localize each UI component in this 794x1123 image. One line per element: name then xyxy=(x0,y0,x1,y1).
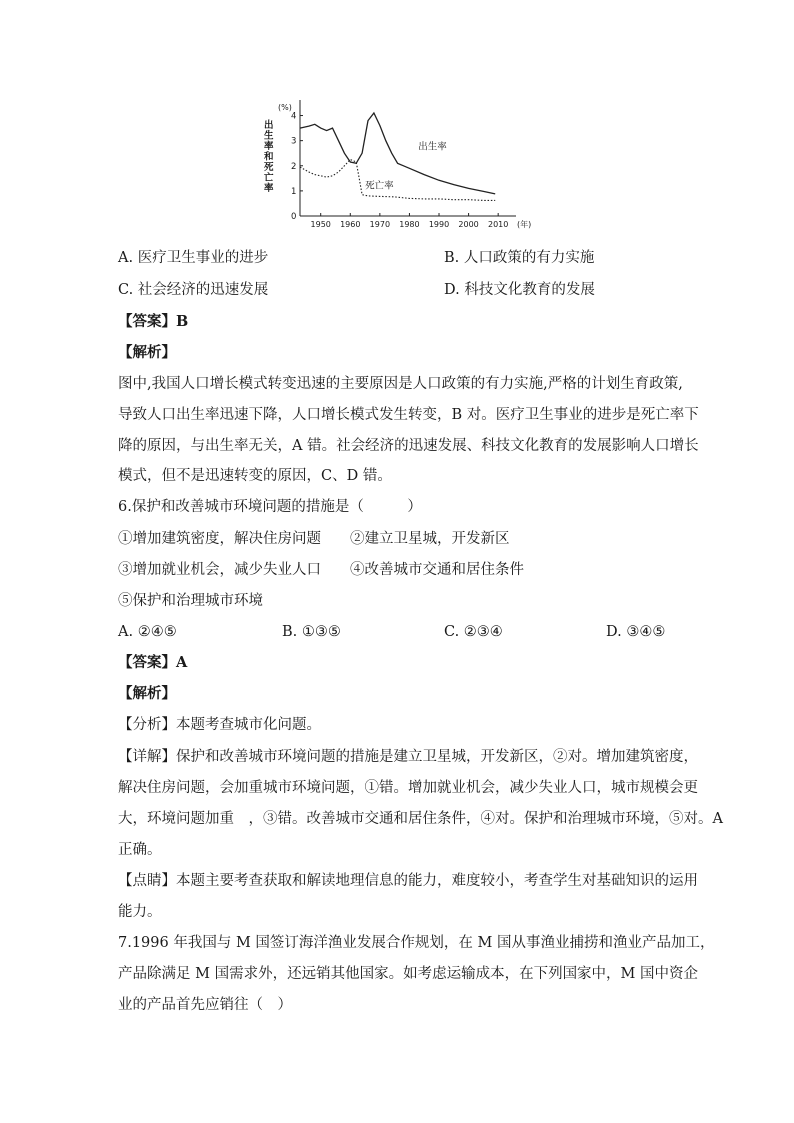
y-tick-label: 4 xyxy=(291,111,297,122)
q7-stem-line: 业的产品首先应销往（ ） xyxy=(118,997,292,1013)
q6-item-2: ②建立卫星城，开发新区 xyxy=(350,531,510,547)
q7-stem-line: 7.1996 年我国与 M 国签订海洋渔业发展合作规划，在 M 国从事渔业捕捞和渔业产品加工， xyxy=(118,935,715,951)
y-axis-label: 出 xyxy=(264,120,274,131)
y-tick-label: 0 xyxy=(291,212,297,222)
q6-option-c: C. ②③④ xyxy=(444,624,503,640)
q7-stem-line: 产品除满足 M 国需求外，还远销其他国家。如考虑运输成本，在下列国家中，M 国中资企 xyxy=(118,966,699,982)
y-axis-label: 生 xyxy=(264,130,274,142)
q6-analysis-line: 正确。 xyxy=(118,842,162,858)
y-axis-label: 死 xyxy=(264,162,274,173)
q5-analysis-line: 降的原因，与出生率无关，A 错。社会经济的迅速发展、科技文化教育的发展影响人口增长 xyxy=(118,438,699,454)
x-tick-label: 1980 xyxy=(399,220,420,229)
q6-analysis-line: 【详解】保护和改善城市环境问题的措施是建立卫星城，开发新区，②对。增加建筑密度， xyxy=(118,749,698,765)
q6-item-1: ①增加建筑密度，解决住房问题 xyxy=(118,531,321,547)
birth-death-rate-chart xyxy=(262,98,542,238)
y-axis-unit: (%) xyxy=(278,103,292,112)
q6-analysis-line: 大，环境问题加重 ，③错。改善城市交通和居住条件，④对。保护和治理城市环境，⑤对。A xyxy=(118,811,723,827)
x-tick-label: 1990 xyxy=(428,220,450,229)
y-axis-label: 和 xyxy=(264,151,274,163)
q6-analysis-title: 【解析】 xyxy=(118,685,176,702)
q5-analysis-line: 模式，但不是迅速转变的原因，C、D 错。 xyxy=(118,468,392,484)
y-tick-label: 1 xyxy=(291,186,297,197)
q5-option-c: C. 社会经济的迅速发展 xyxy=(118,282,269,298)
x-tick-label: 1950 xyxy=(310,220,331,229)
chart-axes xyxy=(264,100,531,229)
y-axis-label: 率 xyxy=(264,141,274,152)
q6-answer: 【答案】A xyxy=(118,654,188,671)
q6-stem: 6.保护和改善城市环境问题的措施是（ ） xyxy=(118,499,422,515)
q6-option-a: A. ②④⑤ xyxy=(118,624,177,640)
chart-series xyxy=(300,113,495,200)
q5-analysis-line: 图中,我国人口增长模式转变迅速的主要原因是人口政策的有力实施,严格的计划生育政策, xyxy=(118,376,683,392)
q5-analysis-title: 【解析】 xyxy=(118,344,176,361)
series-line-death-rate xyxy=(300,160,495,201)
x-tick-label: 2010 xyxy=(487,220,509,229)
q6-analysis-line: 【分析】本题考查城市化问题。 xyxy=(118,717,321,733)
q5-analysis-line: 导致人口出生率迅速下降，人口增长模式发生转变，B 对。医疗卫生事业的进步是死亡率下 xyxy=(118,407,699,423)
q6-analysis-line: 解决住房问题，会加重城市环境问题，①错。增加就业机会，减少失业人口，城市规模会更 xyxy=(118,780,698,796)
x-tick-label: 1970 xyxy=(369,220,391,229)
q6-item-5: ⑤保护和治理城市环境 xyxy=(118,593,263,609)
q5-option-d: D. 科技文化教育的发展 xyxy=(444,282,595,298)
y-axis-label: 率 xyxy=(264,183,274,194)
q5-answer: 【答案】B xyxy=(118,313,189,330)
q6-analysis-line: 【点睛】本题主要考查获取和解读地理信息的能力，难度较小，考查学生对基础知识的运用 xyxy=(118,873,698,889)
q5-option-b: B. 人口政策的有力实施 xyxy=(444,250,595,266)
q6-item-3: ③增加就业机会，减少失业人口 xyxy=(118,562,321,578)
series-line-birth-rate xyxy=(300,113,495,194)
q6-analysis-line: 能力。 xyxy=(118,904,162,920)
y-tick-label: 3 xyxy=(291,136,297,147)
x-tick-label: 2000 xyxy=(458,220,479,229)
series-label: 死亡率 xyxy=(365,180,394,192)
x-tick-label: 1960 xyxy=(340,220,361,229)
series-label: 出生率 xyxy=(418,141,447,153)
q6-item-4: ④改善城市交通和居住条件 xyxy=(350,562,524,578)
q6-option-d: D. ③④⑤ xyxy=(606,624,666,640)
y-axis-label: 亡 xyxy=(264,172,274,184)
q5-option-a: A. 医疗卫生事业的进步 xyxy=(118,250,269,266)
x-axis-unit: (年) xyxy=(517,220,532,229)
y-tick-label: 2 xyxy=(291,161,297,172)
q6-option-b: B. ①③⑤ xyxy=(282,624,341,640)
